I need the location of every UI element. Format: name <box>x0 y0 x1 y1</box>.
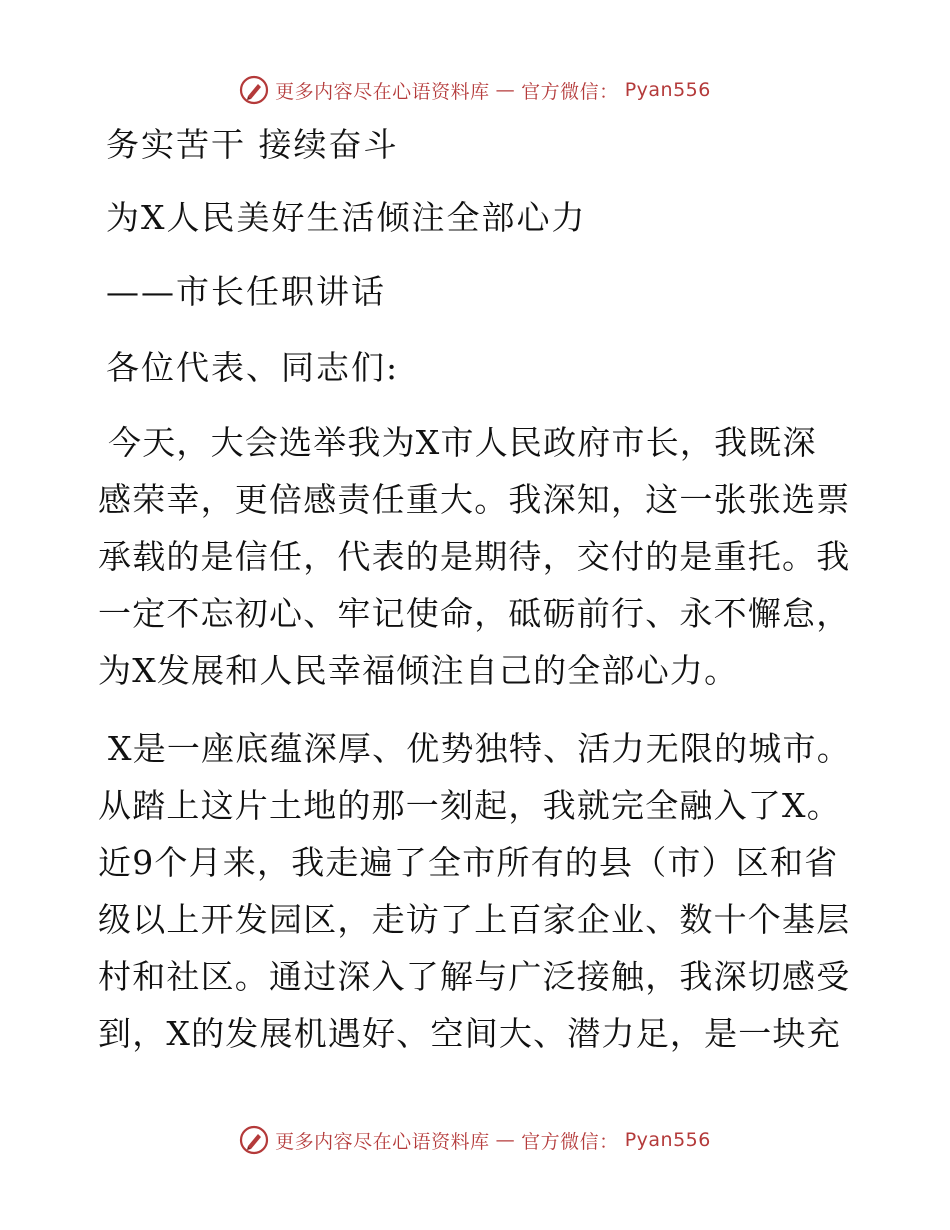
watermark-wechat-label: 官方微信： <box>521 1130 619 1153</box>
paragraph-2-line: 村和社区。通过深入了解与广泛接触，我深切感受 <box>98 957 851 996</box>
document-subtitle: ——市长任职讲话 <box>106 272 386 311</box>
paragraph-1-line: 感荣幸，更倍感责任重大。我深知，这一张张选票 <box>98 480 851 519</box>
paragraph-1-line: 一定不忘初心、牢记使命，砥砺前行、永不懈怠， <box>98 594 851 633</box>
salutation: 各位代表、同志们: <box>106 348 400 387</box>
watermark-wechat-id: Pyan556 <box>624 79 711 101</box>
pen-logo-icon <box>239 1125 269 1155</box>
paragraph-1-line: 为X发展和人民幸福倾注自己的全部心力。 <box>98 651 739 690</box>
paragraph-1 <box>98 414 858 699</box>
watermark-text: 更多内容尽在心语资料库 <box>275 80 490 103</box>
watermark-wechat-id: Pyan556 <box>624 1129 711 1151</box>
paragraph-1-line: 今天，大会选举我为X市人民政府市长，我既深 <box>108 423 817 462</box>
paragraph-2-line: 到，X的发展机遇好、空间大、潜力足，是一块充 <box>98 1014 841 1053</box>
watermark-text: 更多内容尽在心语资料库 <box>275 1130 490 1153</box>
paragraph-2 <box>98 720 858 1062</box>
paragraph-1-line: 承载的是信任，代表的是期待，交付的是重托。我 <box>98 537 851 576</box>
paragraph-2-line: 近9个月来，我走遍了全市所有的县（市）区和省 <box>98 843 839 882</box>
watermark-wechat-label: 官方微信： <box>521 80 619 103</box>
footer-watermark <box>0 1120 950 1160</box>
paragraph-2-line: 从踏上这片土地的那一刻起，我就完全融入了X。 <box>98 786 841 825</box>
document-title-line-1: 务实苦干 接续奋斗 <box>106 125 399 164</box>
pen-logo-icon <box>239 75 269 105</box>
paragraph-2-line: X是一座底蕴深厚、优势独特、活力无限的城市。 <box>108 729 851 768</box>
document-title-line-2: 为X人民美好生活倾注全部心力 <box>106 198 587 237</box>
watermark-separator: — <box>495 1129 516 1151</box>
watermark-separator: — <box>495 79 516 101</box>
paragraph-2-line: 级以上开发园区，走访了上百家企业、数十个基层 <box>98 900 851 939</box>
header-watermark <box>0 70 950 110</box>
